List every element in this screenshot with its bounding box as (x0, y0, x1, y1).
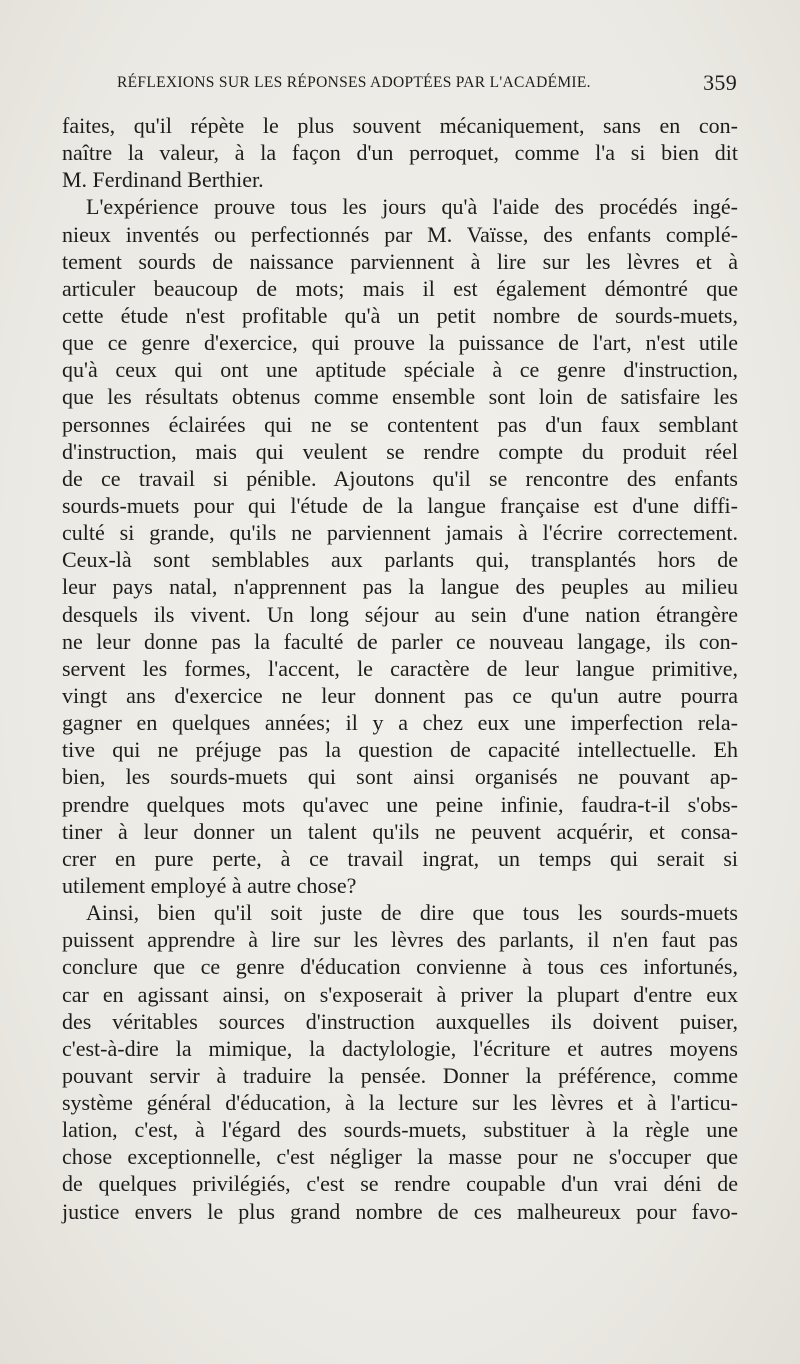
text-line: vingt ans d'exercice ne leur donnent pas ce qu'un autre pourra (62, 682, 738, 708)
text-line: car en agissant ainsi, on s'exposerait à priver la plupart d'entre eux (62, 981, 738, 1007)
text-line: desquels ils vivent. Un long séjour au sein d'une nation étrangère (62, 601, 738, 627)
text-line: que ce genre d'exercice, qui prouve la puissance de l'art, n'est utile (62, 330, 738, 356)
text-line: des véritables sources d'instruction auxquelles ils doivent puiser, (62, 1008, 738, 1034)
text-line: justice envers le plus grand nombre de ces malheureux pour favo- (62, 1198, 738, 1224)
page-number: 359 (703, 70, 737, 95)
text-line: articuler beaucoup de mots; mais il est également démontré que (62, 275, 738, 301)
text-line: d'instruction, mais qui veulent se rendre compte du produit réel (62, 438, 738, 464)
text-line: système général d'éducation, à la lecture sur les lèvres et à l'articu- (62, 1090, 738, 1116)
text-line: bien, les sourds-muets qui sont ainsi organisés ne pouvant ap- (62, 764, 738, 790)
text-line: naître la valeur, à la façon d'un perroquet, comme l'a si bien dit (62, 140, 738, 166)
text-line: culté si grande, qu'ils ne parviennent jamais à l'écrire correctement. (62, 520, 738, 546)
text-line: pouvant servir à traduire la pensée. Donner la préférence, comme (62, 1062, 738, 1088)
text-line: c'est-à-dire la mimique, la dactylologie, l'écriture et autres moyens (62, 1035, 738, 1061)
paragraph (62, 112, 738, 193)
text-line: utilement employé à autre chose? (62, 872, 357, 898)
text-line: Ceux-là sont semblables aux parlants qui, transplantés hors de (62, 547, 738, 573)
paragraph (62, 899, 738, 1225)
paragraph (62, 193, 738, 899)
text-line: nieux inventés ou perfectionnés par M. Vaïsse, des enfants complé- (62, 221, 738, 247)
running-head (117, 70, 737, 100)
text-line: tiner à leur donner un talent qu'ils ne peuvent acquérir, et consa- (62, 818, 738, 844)
text-line: Ainsi, bien qu'il soit juste de dire que tous les sourds-muets (86, 900, 738, 926)
text-line: L'expérience prouve tous les jours qu'à l'aide des procédés ingé- (86, 194, 738, 220)
text-line: sourds-muets pour qui l'étude de la langue française est d'une diffi- (62, 492, 738, 518)
text-line: servent les formes, l'accent, le caractère de leur langue primitive, (62, 655, 738, 681)
text-line: faites, qu'il répète le plus souvent mécaniquement, sans en con- (62, 113, 738, 138)
text-line: de ce travail si pénible. Ajoutons qu'il se rencontre des enfants (62, 465, 738, 491)
text-line: chose exceptionnelle, c'est négliger la masse pour ne s'occuper que (62, 1144, 738, 1170)
text-line: cette étude n'est profitable qu'à un petit nombre de sourds-muets, (62, 302, 738, 328)
text-line: M. Ferdinand Berthier. (62, 167, 264, 193)
text-line: conclure que ce genre d'éducation convienne à tous ces infortunés, (62, 954, 738, 980)
text-line: qu'à ceux qui ont une aptitude spéciale à ce genre d'instruction, (62, 357, 738, 383)
text-line: ne leur donne pas la faculté de parler ce nouveau langage, ils con- (62, 628, 738, 654)
text-line: puissent apprendre à lire sur les lèvres des parlants, il n'en faut pas (62, 927, 738, 953)
text-line: personnes éclairées qui ne se contentent pas d'un faux semblant (62, 411, 738, 437)
text-line: crer en pure perte, à ce travail ingrat, un temps qui serait si (62, 845, 738, 871)
running-head-title: RÉFLEXIONS SUR LES RÉPONSES ADOPTÉES PAR L'ACADÉMIE. (117, 74, 591, 91)
text-line: prendre quelques mots qu'avec une peine infinie, faudra-t-il s'obs- (62, 791, 738, 817)
text-line: leur pays natal, n'apprennent pas la langue des peuples au milieu (62, 574, 738, 600)
text-line: que les résultats obtenus comme ensemble sont loin de satisfaire les (62, 384, 738, 410)
text-line: de quelques privilégiés, c'est se rendre coupable d'un vrai déni de (62, 1171, 738, 1197)
text-line: lation, c'est, à l'égard des sourds-muets, substituer à la règle une (62, 1117, 738, 1143)
body-text (62, 112, 738, 1225)
text-line: gagner en quelques années; il y a chez eux une imperfection rela- (62, 710, 738, 736)
text-line: tive qui ne préjuge pas la question de capacité intellectuelle. Eh (62, 737, 738, 763)
text-line: tement sourds de naissance parviennent à lire sur les lèvres et à (62, 248, 738, 274)
